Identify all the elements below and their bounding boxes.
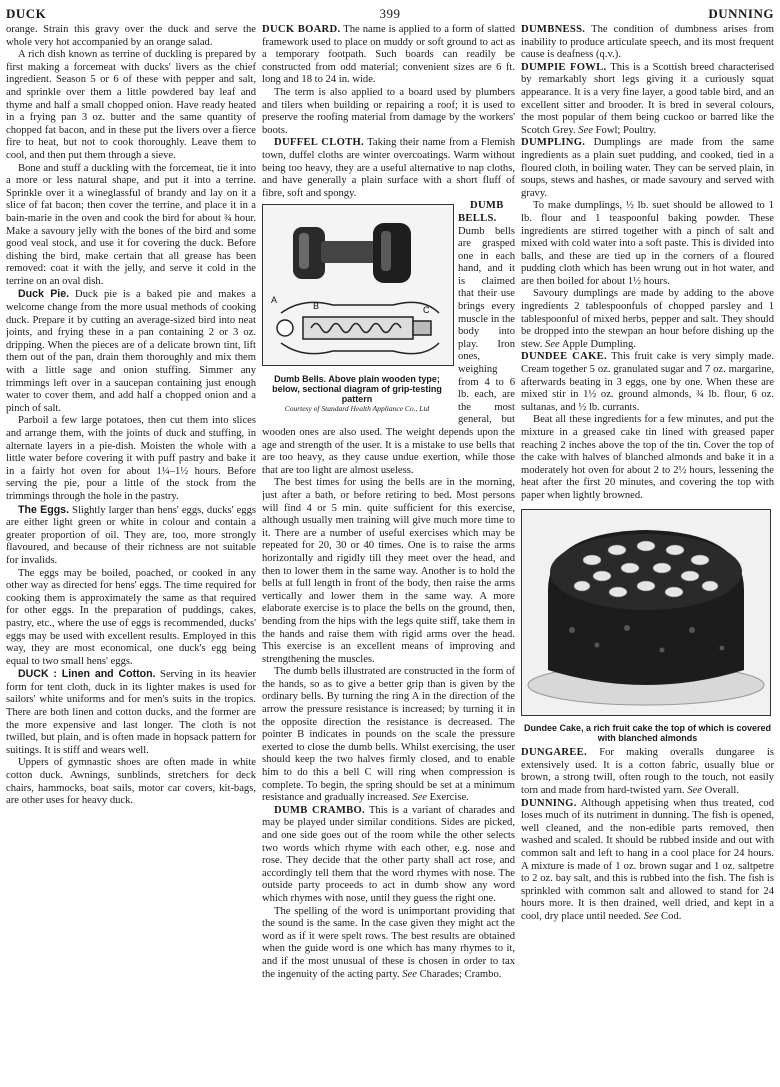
- entry-text: For making overalls dungaree is extensively used. It is a cotton fabric, usually blue or brown, a strong twill, often rough to the touch, not easily torn and made from hard-twisted yarn.: [521, 747, 774, 796]
- figure-credit: Courtesy of Standard Health Appliance Co., Ltd: [284, 403, 430, 413]
- headword: DUMBNESS.: [521, 24, 586, 35]
- entry-text: Dumplings are made from the same ingredients as a plain suet pudding, and cooked, tied in a floured cloth, in boiling water. They can be served plain, in soups, stews and hashes, or made savoury and served with gravy.: [521, 137, 774, 199]
- paragraph: To make dumplings, ½ lb. suet should be allowed to 1 lb. flour and 1 teaspoonful baking powder. These ingredients are stirred together with a pinch of salt and mixed with cold water into a soft paste. This is divided into balls, and these are tied up in the corners of a floured pudding cloth which has been wrung out in hot water, and are then boiled for about 1½ hours.: [521, 200, 774, 287]
- entry-duck-board: [262, 24, 515, 87]
- column-1: [6, 24, 256, 1083]
- entry-text: Duck pie is a baked pie and makes a welcome change from the more usual methods of cooking duck. Prepare it by cutting an average-sized bird into neat joints, and frying these in a pan containing 2 or 3 oz. dripping. When the pieces are of a delicate brown tint, lift them out of the pan, drain them thoroughly and mix them with a little sage and onion stuffing. Simmer any trimmings left over in a saucepan containing just enough water to cover them, and add half a chopped onion and a pinch of salt.: [6, 289, 256, 414]
- entry-dungaree: [521, 747, 774, 797]
- entry-text: This fruit cake is very simply made. Cream together 5 oz. granulated sugar and 7 oz. margarine, afterwards beating in 3 eggs, one by one. When these are mixed stir in 1½ oz. ground almonds, ¾ lb. flour, 6 oz. sultanas, and ½ lb. currants.: [521, 351, 774, 413]
- paragraph: [262, 906, 515, 982]
- page-number: 399: [379, 6, 401, 21]
- cake-icon: [528, 530, 764, 705]
- paragraph: A rich dish known as terrine of duckling is prepared by first making a forcemeat with ducks' livers as the chief ingredient. Season 5 or 6 of these with pepper and salt, and sprinkle over them a little powdered bay leaf and thyme and half a small chopped onion. Have ready heated in a frying pan 3 oz. butter and the same quantity of chopped fat bacon, and in these put the livers over a fierce fire to heat, but not to cook thoroughly. Leave them to cool, and then put them through a sieve.: [6, 49, 256, 161]
- cross-reference: Charades; Crambo.: [419, 968, 502, 980]
- entry-text: The name is applied to a form of slatted framework used to place on muddy or soft ground to act as a temporary footpath. Such boards can readily be constructed from odd material; convenient sizes are 6 ft. long and 18 to 24 in. wide.: [262, 24, 515, 86]
- cross-reference: Exercise.: [429, 792, 469, 804]
- entry-duffel-cloth: [262, 137, 515, 200]
- headword: DUMB CRAMBO.: [274, 804, 366, 816]
- entry-text: This is a variant of charades and may be played under similar conditions. Sides are picked, and one side goes out of the room while the other selects two words which rhyme with each other, e.g. nose and rose. They decide that the other party shall act rose, and accordingly tell them that the word rhymes with nose. The outside party proceeds to act in dumb show any word which rhymes with nose, until they guess the right one.: [262, 804, 515, 904]
- entry-text: Taking their name from a Flemish town, duffel cloths are winter overcoatings. Warm without being too heavy, they are a useful alternative to nap cloths, and have generally a plain surface with a short fluff of fibre, soft and spongy.: [262, 137, 515, 199]
- entry-dumb-crambo: [262, 805, 515, 906]
- entry-text: The condition of dumbness arises from inability to produce articulate speech, and its most frequent cause is deafness (q.v.).: [521, 24, 774, 61]
- paragraph: The eggs may be boiled, poached, or cooked in any other way as directed for hens' eggs. The time required for cooking them is approximately the same as that required for other eggs. In the preparation of puddings, cakes, pastry, etc., where the use of eggs is recommended, ducks' eggs may be used with excellent results. Employed in this way, they are most economical, one duck's egg being equal to two small hens' eggs.: [6, 567, 256, 667]
- figure-label-c: C: [423, 305, 430, 316]
- headword: DUMPLING.: [521, 137, 586, 149]
- entry-duck-pie: [6, 288, 256, 415]
- figure-label-b: B: [313, 301, 320, 312]
- entry-text: This is a Scottish breed characterised by remarkably short legs giving it a curiously squat appearance. It is a very fine layer, a good table bird, and an excellent sitter and brooder. It is bred in several colours, the most popular of them being cuckoo or barred like the Scotch Grey.: [521, 61, 774, 136]
- entry-text: Savoury dumplings are made by adding to the above ingredients 2 tablespoonfuls of chopped parsley and 1 tablespoonful of mixed herbs, pepper and salt. They should be dropped into the stewpan an hour before dishing up the stew.: [521, 288, 774, 350]
- running-head-left: DUCK: [6, 6, 47, 21]
- see-label: See: [412, 792, 428, 804]
- entry-the-eggs: [6, 504, 256, 568]
- entry-dumbness: [521, 24, 774, 62]
- figure-caption: Dumb Bells. Above plain wooden type; below, sectional diagram of grip-testing pattern: [272, 373, 442, 404]
- headword: DUNDEE CAKE.: [521, 351, 607, 363]
- entry-text: Although appetising when thus treated, cod loses much of its nutriment in dunning. The fish is opened, well cleaned, and the non-edible parts removed, then washed and scaled. It should be rubbed inside and out with common salt and left to hang in a cool place for 24 hours. A mixture is made of 1 oz. brown sugar and 1 oz. saltpetre to 2 oz. bay salt, and this is rubbed into the fish. The fish is sprinkled with common salt and allowed to stand for 24 hours more. It is then drained, well dried, and kept in a cool, dry place until needed.: [521, 797, 774, 922]
- entry-text: Slightly larger than hens' eggs, ducks' eggs are either light green or white in colour and contain a greater proportion of oil. They are, too, more strongly flavoured, and because of their richness are not suitable for invalids.: [6, 504, 256, 566]
- column-2: [262, 24, 515, 1083]
- paragraph: The best times for using the bells are in the morning, just after a bath, or before retiring to bed. Most persons will find 4 or 5 min. quite sufficient for this exercise, although usually men training will give much more time to it. There are a number of useful exercises which may be repeated for 20, 30 or 40 times. One is to raise the arms horizontally and rigidly till they meet over the head, and then to lower them in the same way. Another is to hold the bells at full length in front of the body, then raise the arms vertically and lower them in the same way. A more elaborate exercise is to place the bells on the ground, then, bending from the hips with the legs quite stiff, take them in the hands and raise them with rigid arms over the head. This exercise is an excellent means of improving and strengthening the muscles.: [262, 477, 515, 665]
- headword: DUCK BOARD.: [262, 24, 341, 35]
- dumb-bells-figure: [262, 204, 452, 413]
- entry-dundee-cake: [521, 351, 774, 414]
- paragraph: Uppers of gymnastic shoes are often made in white cotton duck. Awnings, sunblinds, stretchers for deck chairs, hammocks, boat sails, motor car covers, kit-bags, are other uses for heavy duck.: [6, 757, 256, 807]
- entry-text: The spelling of the word is unimportant providing that the sound is the same. In the case given they might act the word as if it were spelt rows. The best results are obtained when the guide word is one which has many rhymes to it, and if the most unusual of these is chosen in order to tax the ingenuity of the acting party.: [262, 905, 515, 980]
- figure-label-a: A: [271, 295, 278, 306]
- headword: DUFFEL CLOTH.: [274, 137, 364, 149]
- running-head: [6, 6, 774, 24]
- entry-text: Dumb bells are grasped one in each hand, and it is claimed that their use brings every muscle in the body into play. Iron ones, weighing from 4 to 6 lb. each, are the most general, but wooden ones are also used. The weight depends upon the age and strength of the user. It is a mistake to use bells that are too heavy, as they cause undue exertion, while those that are too light are almost useless.: [262, 225, 515, 476]
- subheading: DUCK : Linen and Cotton.: [18, 668, 156, 681]
- cross-reference: Overall.: [704, 784, 739, 796]
- paragraph: Beat all these ingredients for a few minutes, and put the mixture in a greased cake tin lined with greased paper reaching 2 inches above the top of the tin. Cover the top of the cake with halves of blanched almonds and bake it in a moderately hot oven for about 2 to 2½ hours, lessening the heat after the first 20 minutes, and covering the top with paper when lightly browned.: [521, 414, 774, 501]
- entry-text: The dumb bells illustrated are constructed in the form of the hands, so as to give a better grip than is given by the ordinary bells. By turning the ring A in the direction of the arrow the pressure resistance is increased; by turning it in the opposite direction the resistance is decreased. The pointer B indicates in pounds on the scale the pressure exerted to close the dumb bells. Whilst exercising, the user should keep the two halves firmly closed, and to enable him to do this a bell C will ring when compression is complete. To begin, the spring should be set at a minimum resistance and gradually increased.: [262, 666, 515, 804]
- entry-text: Serving in its heavier form for tent cloth, duck in its lighter makes is used for sailors' white uniforms and for men's suits in the tropics. There are both linen and cotton ducks, and the former are the more expensive and last longer. The cloth is not twilled, but plain, and is often made in hopsack pattern for suitings. It is stiff and wears well.: [6, 669, 256, 756]
- entry-dumpling: [521, 137, 774, 200]
- see-label: See: [402, 968, 417, 980]
- column-3: [521, 24, 774, 1083]
- cross-reference: Apple Dumpling.: [561, 338, 636, 350]
- subheading: Duck Pie.: [18, 288, 70, 301]
- entry-dumpie-fowl: [521, 62, 774, 138]
- headword: DUMPIE FOWL.: [521, 61, 607, 73]
- headword: DUNNING.: [521, 797, 577, 809]
- dumb-bells-illustration: [262, 204, 454, 366]
- subheading: The Eggs.: [18, 503, 70, 516]
- headword: DUNGAREE.: [521, 747, 587, 759]
- see-label: See: [643, 910, 659, 922]
- dundee-cake-figure: [521, 509, 774, 744]
- entry-dunning: [521, 798, 774, 924]
- paragraph: Bone and stuff a duckling with the forcemeat, tie it into a more or less natural shape, and put it into a terrine. Sprinkle over it a wineglassful of brandy and lay on it a slice of fat bacon; then cover the terrine, and place it in a bain-marie in the oven and cook the bird for about ¾ hour. Make a savoury jelly with the bones of the bird and some good veal stock, and use it for covering the duck. Before dishing the bird, make certain that all grease has been removed: coat it with the jelly, and serve it cold in the terrine on an oval dish.: [6, 162, 256, 287]
- see-label: See: [578, 124, 593, 136]
- paragraph: [262, 666, 515, 805]
- figure-caption: Dundee Cake, a rich fruit cake the top of which is covered with blanched almonds: [523, 723, 772, 744]
- paragraph: orange. Strain this gravy over the duck and serve the whole very hot accompanied by an orange salad.: [6, 24, 256, 48]
- paragraph: The term is also applied to a board used by plumbers and tilers when building or repairing a roof; it is used to preserve the roofing material from damage by the workers' boots.: [262, 86, 515, 136]
- headword: DUMB BELLS.: [458, 200, 504, 224]
- cross-reference: Cod.: [661, 910, 682, 922]
- entry-duck-linen: [6, 668, 256, 757]
- paragraph: [521, 288, 774, 351]
- paragraph: Parboil a few large potatoes, then cut them into slices and arrange them, with the joints of duck and stuffing, in alternate layers in a pie-dish. Moisten the whole with a little water before covering it with puff pastry and bake it in a fairly hot oven for about 1¼–1½ hours. Before serving the pie, pour a little of the stock from the trimmings through the hole in the pastry.: [6, 415, 256, 502]
- running-head-right: DUNNING: [708, 6, 774, 21]
- dundee-cake-photo: [521, 509, 771, 716]
- cross-reference: Fowl; Poultry.: [595, 124, 657, 136]
- see-label: See: [687, 784, 702, 796]
- see-label: See: [545, 338, 560, 350]
